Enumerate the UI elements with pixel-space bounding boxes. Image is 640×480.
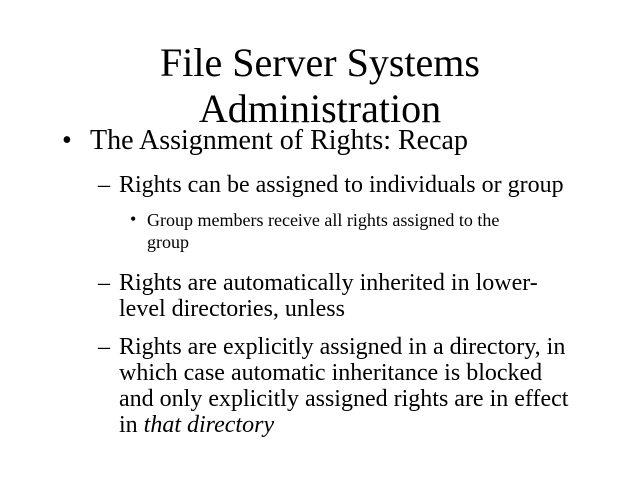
sub-bullet-1-text: Rights can be assigned to individuals or group (119, 172, 564, 198)
title-line-2: Administration (198, 86, 442, 131)
sub-bullet-2-line-2: level directories, unless (119, 296, 345, 322)
slide-title (0, 40, 640, 132)
dash-icon: – (98, 172, 110, 198)
bullet-icon: • (62, 125, 72, 156)
sub-bullet-3-line-4 (119, 412, 619, 438)
dash-icon: – (98, 334, 110, 360)
sub-bullet-2-line-1: Rights are automatically inherited in lower- (119, 270, 538, 296)
sub-bullet-3-line-3: and only explicitly assigned rights are in effect (119, 386, 569, 412)
sub-bullet-3-italic-phrase: that directory (143, 412, 275, 438)
sub-bullet-3-text (119, 334, 619, 438)
bullet-icon: • (130, 209, 137, 229)
sub-sub-bullet-1-text (147, 209, 587, 253)
sub-bullet-3-line-2: which case automatic inheritance is blocked (119, 360, 543, 386)
sub-bullet-3-line-1: Rights are explicitly assigned in a directory, in (119, 334, 566, 360)
dash-icon: – (98, 270, 110, 296)
title-line-1: File Server Systems (160, 40, 480, 85)
sub-bullet-2-text (119, 270, 619, 322)
sub-sub-bullet-1-line-1: Group members receive all rights assigned to the (147, 210, 500, 230)
main-bullet-text: The Assignment of Rights: Recap (90, 125, 468, 156)
sub-bullet-3-line-4-prefix: in (119, 412, 144, 438)
sub-sub-bullet-1-line-2: group (147, 232, 189, 252)
